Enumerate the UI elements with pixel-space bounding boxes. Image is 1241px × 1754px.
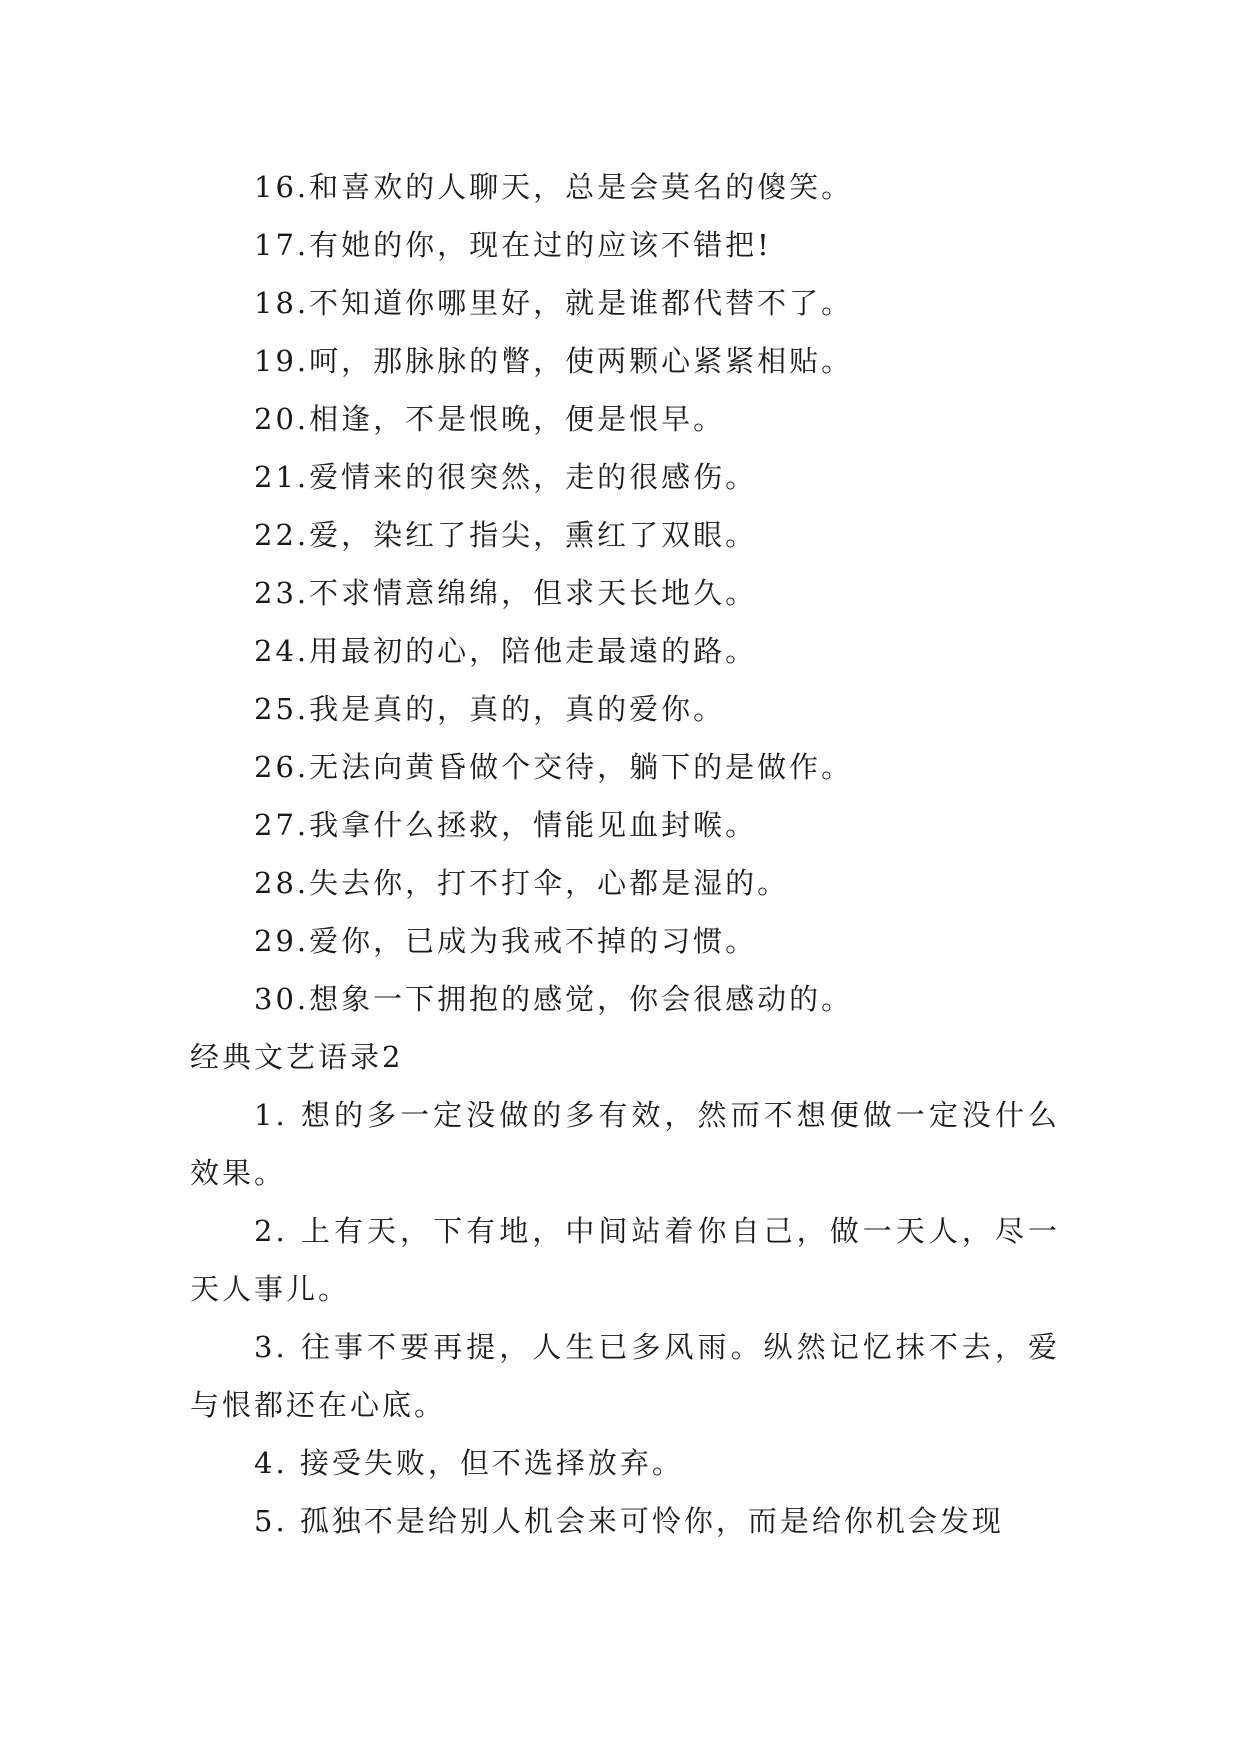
quote-line-27: 27.我拿什么拯救，情能见血封喉。 xyxy=(254,808,758,842)
quote-line-26: 26.无法向黄昏做个交待，躺下的是做作。 xyxy=(254,750,854,784)
quote-line-28: 28.失去你，打不打伞，心都是湿的。 xyxy=(254,866,790,900)
paragraph-5: 5. 孤独不是给别人机会来可怜你，而是给你机会发现 xyxy=(254,1504,1004,1538)
paragraph-1: 1. 想的多一定没做的多有效，然而不想便做一定没什么效果。 xyxy=(190,1098,1060,1190)
paragraph-2: 2. 上有天，下有地，中间站着你自己，做一天人，尽一天人事儿。 xyxy=(190,1214,1060,1306)
document-body xyxy=(190,158,1060,1550)
quote-line-18: 18.不知道你哪里好，就是谁都代替不了。 xyxy=(254,286,854,320)
quote-line-25: 25.我是真的，真的，真的爱你。 xyxy=(254,692,726,726)
quote-line-29: 29.爱你，已成为我戒不掉的习惯。 xyxy=(254,924,758,958)
quote-line-20: 20.相逢，不是恨晚，便是恨早。 xyxy=(254,402,726,436)
quote-line-17: 17.有她的你，现在过的应该不错把! xyxy=(254,228,772,262)
quote-line-22: 22.爱，染红了指尖，熏红了双眼。 xyxy=(254,518,758,552)
quote-line-21: 21.爱情来的很突然，走的很感伤。 xyxy=(254,460,758,494)
quote-line-19: 19.呵，那脉脉的瞥，使两颗心紧紧相贴。 xyxy=(254,344,854,378)
quote-line-24: 24.用最初的心，陪他走最遠的路。 xyxy=(254,634,758,668)
quote-line-16: 16.和喜欢的人聊天，总是会莫名的傻笑。 xyxy=(254,170,854,204)
paragraph-3: 3. 往事不要再提，人生已多风雨。纵然记忆抹不去，爱与恨都还在心底。 xyxy=(190,1330,1060,1422)
section-heading: 经典文艺语录2 xyxy=(190,1040,404,1074)
quote-line-30: 30.想象一下拥抱的感觉，你会很感动的。 xyxy=(254,982,854,1016)
paragraph-4: 4. 接受失败，但不选择放弃。 xyxy=(254,1446,684,1480)
quote-line-23: 23.不求情意绵绵，但求天长地久。 xyxy=(254,576,758,610)
